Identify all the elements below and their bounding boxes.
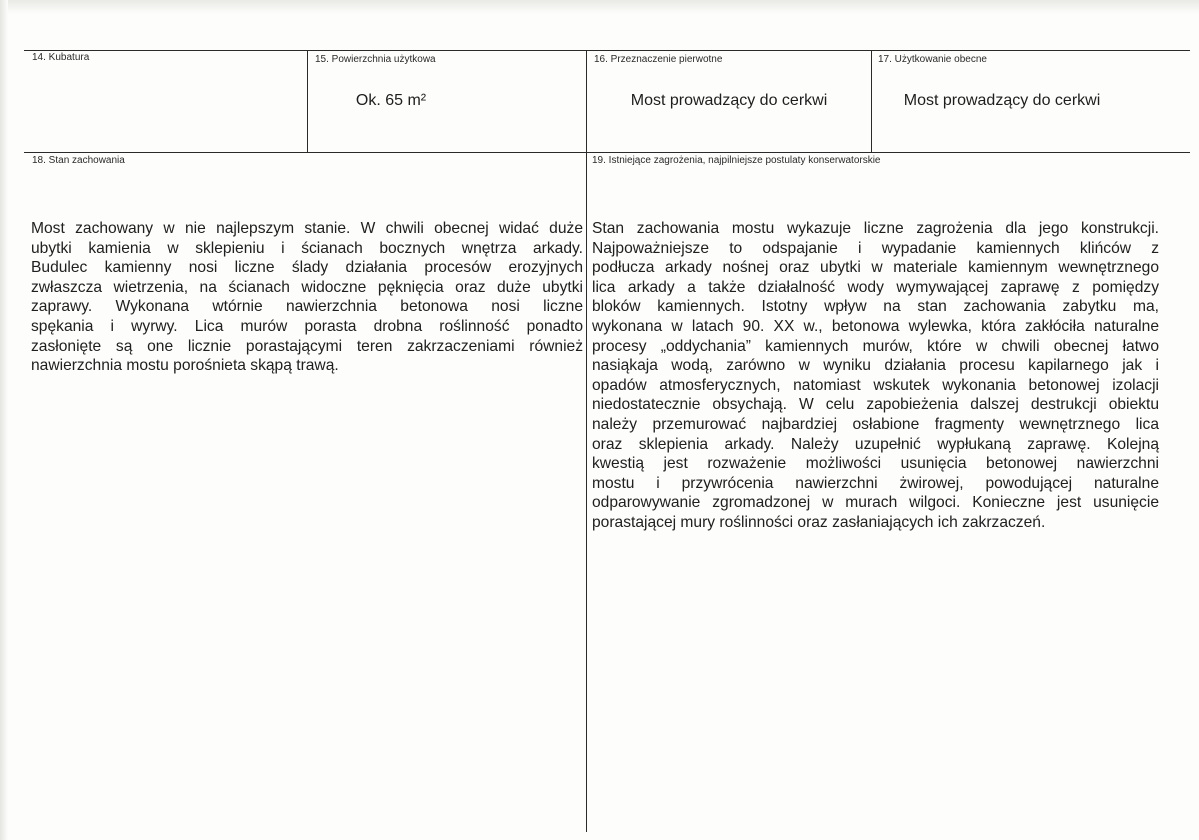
paragraph-line: opadów atmosferycznych, natomiast wskutek wykonania betonowej izolacji [592, 376, 1159, 394]
paragraph-line: należy przemurować najbardziej osłabione fragmenty wewnętrznego lica [592, 415, 1159, 433]
cell-divider-1 [307, 50, 308, 152]
scan-edge-left [0, 0, 8, 840]
paragraph-line: spękania i wyrwy. Lica murów porasta drobna roślinność ponadto [31, 317, 583, 335]
paragraph-line: Stan zachowania mostu wykazuje liczne zagrożenia dla jego konstrukcji. [592, 220, 1159, 237]
paragraph-line: zaprawy. Wykonana wtórnie nawierzchnia betonowa nosi liczne [31, 298, 583, 316]
przeznaczenie-label: 16. Przeznaczenie pierwotne [594, 54, 723, 65]
paragraph-line: nasiąkaja wodą, zarówno w wyniku działania procesu kapilarnego jak i [592, 357, 1159, 375]
paragraph-line: zwłaszcza wietrzenia, na ścianach widoczne pęknięcia oraz duże ubytki [31, 278, 583, 296]
paragraph-line: oraz sklepienia arkady. Należy uzupełnić wypłukaną zaprawę. Kolejną [592, 435, 1159, 453]
zagrozenia-label: 19. Istniejące zagrożenia, najpilniejsze postulaty konserwatorskie [592, 155, 881, 166]
paragraph-line: Najpoważniejsze to odspajanie i wypadanie kamiennych klińców z [592, 239, 1159, 257]
uzytkowanie-value: Most prowadzący do cerkwi [903, 92, 1101, 109]
stan-paragraph [31, 219, 583, 376]
paragraph-line: Most zachowany w nie najlepszym stanie. W chwili obecnej widać duże [31, 220, 583, 237]
column-divider [586, 50, 587, 832]
przeznaczenie-value: Most prowadzący do cerkwi [630, 92, 828, 109]
paragraph-line: lica arkady a także działalność wody wymywającej zaprawę z pomiędzy [592, 278, 1159, 296]
paragraph-line: Budulec kamienny nosi liczne ślady działania procesów erozyjnych [31, 259, 583, 277]
row-divider [24, 152, 1190, 153]
paragraph-line: procesy „oddychania” kamiennych murów, które w chwili obecnej łatwo [592, 337, 1159, 355]
zagrozenia-paragraph [592, 219, 1159, 533]
stan-label: 18. Stan zachowania [32, 155, 125, 166]
paragraph-line: podłucza arkady nośnej oraz ubytki w materiale kamiennym wewnętrznego [592, 259, 1159, 277]
powierzchnia-value: Ok. 65 m² [355, 92, 427, 109]
paragraph-line: kwestią jest rozważenie możliwości usunięcia betonowej nawierzchni [592, 455, 1159, 473]
paragraph-line: porastającej mury roślinności oraz zasłaniających ich zakrzaczeń. [592, 513, 1046, 531]
powierzchnia-label: 15. Powierzchnia użytkowa [315, 54, 436, 65]
paragraph-line: odparowywanie zgromadzonej w murach wilgoci. Konieczne jest usunięcie [592, 494, 1159, 512]
paragraph-line: nawierzchnia mostu porośnieta skąpą trawą. [31, 357, 339, 375]
paragraph-line: ubytki kamienia w sklepieniu i ścianach bocznych wnętrza arkady. [31, 239, 583, 257]
form-top-border [24, 50, 1190, 51]
paragraph-line: mostu i przywrócenia nawierzchni żwirowej, powodującej naturalne [592, 474, 1159, 492]
paragraph-line: zasłonięte są one licznie porastającymi teren zakrzaczeniami również [31, 337, 583, 355]
uzytkowanie-label: 17. Użytkowanie obecne [878, 54, 987, 65]
paragraph-line: niedostatecznie obsychają. W celu zapobieżenia dalszej destrukcji obiektu [592, 396, 1159, 414]
paragraph-line: bloków kamiennych. Istotny wpływ na stan zachowania zabytku ma, [592, 298, 1159, 316]
paragraph-line: wykonana w latach 90. XX w., betonowa wylewka, która zakłóciła naturalne [592, 317, 1159, 335]
scan-edge-top [0, 0, 1199, 14]
kubatura-label: 14. Kubatura [32, 52, 90, 63]
